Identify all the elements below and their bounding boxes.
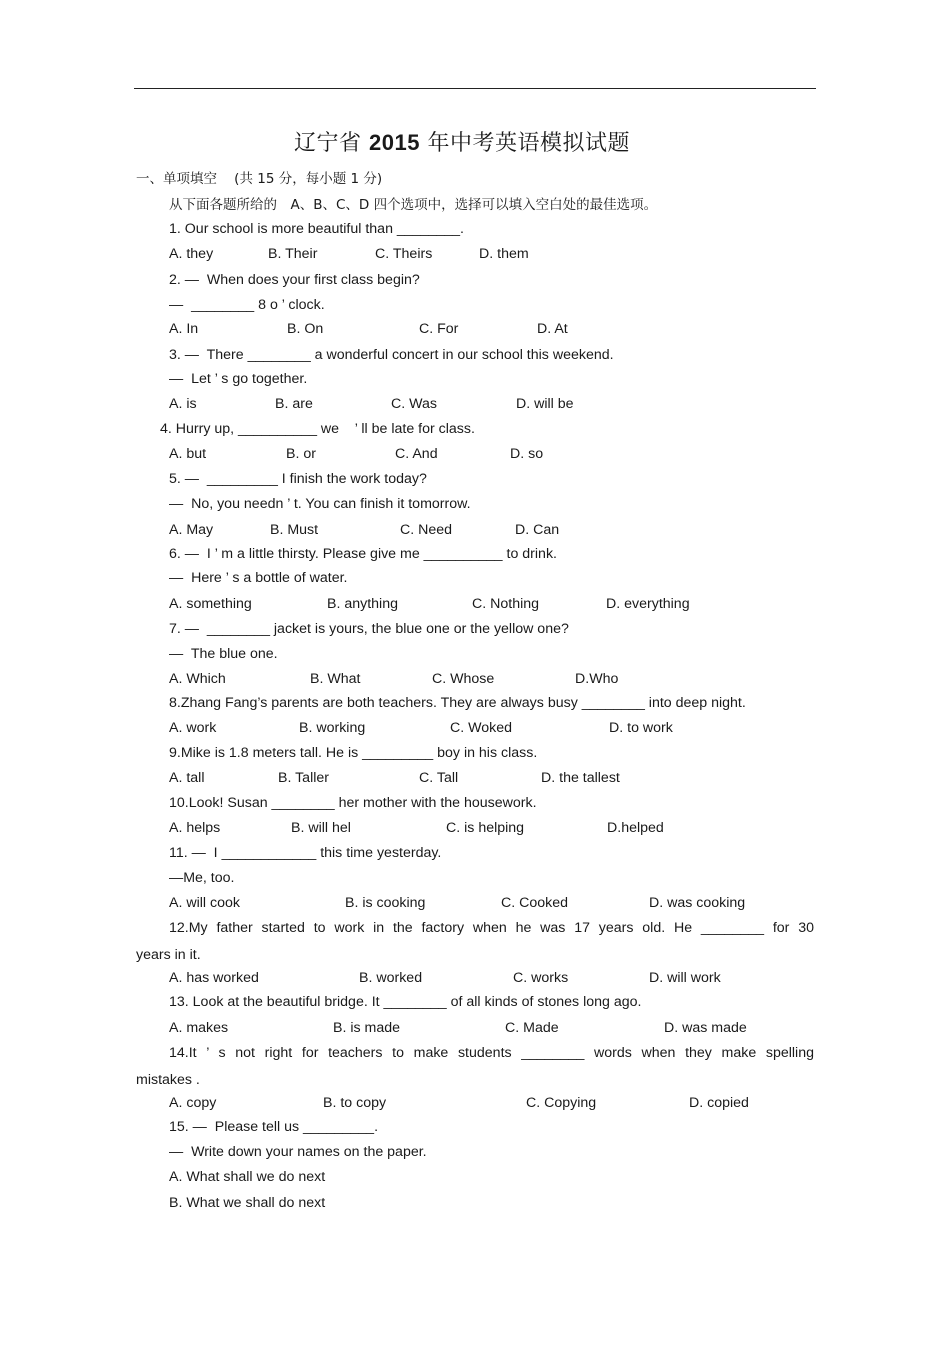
q6-option-c: C. Nothing	[472, 596, 540, 612]
q14-option-a: A. copy	[169, 1095, 217, 1111]
q14-option-d: D. copied	[689, 1095, 749, 1111]
q7-option-b: B. What	[310, 671, 361, 687]
q1-option-a: A. they	[169, 246, 214, 262]
q13-option-a: A. makes	[169, 1020, 229, 1036]
q7-option-a: A. Which	[169, 671, 226, 687]
question-1-stem: 1. Our school is more beautiful than ________.	[169, 221, 464, 237]
title-suffix: 年中考英语模拟试题	[427, 131, 630, 156]
question-11-stem: 11. — I ____________ this time yesterday.	[169, 845, 442, 861]
q13-option-c: C. Made	[505, 1020, 559, 1036]
question-14-stem-cont: mistakes .	[136, 1072, 200, 1088]
q1-option-d: D. them	[479, 246, 529, 262]
q8-option-b: B. working	[299, 720, 366, 736]
q13-option-b: B. is made	[333, 1020, 401, 1036]
q11-option-c: C. Cooked	[501, 895, 569, 911]
section-instruction: 从下面各题所给的 A、B、C、D 四个选项中，选择可以填入空白处的最佳选项。	[169, 197, 658, 213]
q10-option-d: D.helped	[607, 820, 664, 836]
q15-option-b: B. What we shall do next	[169, 1195, 326, 1211]
question-7-reply: — The blue one.	[169, 646, 278, 662]
q3-option-b: B. are	[275, 396, 313, 412]
q12-option-a: A. has worked	[169, 970, 259, 986]
question-15-reply: — Write down your names on the paper.	[169, 1144, 427, 1160]
q10-option-c: C. is helping	[446, 820, 525, 836]
q12-option-b: B. worked	[359, 970, 423, 986]
q9-option-a: A. tall	[169, 770, 205, 786]
q9-option-c: C. Tall	[419, 770, 459, 786]
q5-option-d: D. Can	[515, 522, 560, 538]
question-10-stem: 10.Look! Susan ________ her mother with the housework.	[169, 795, 537, 811]
question-8-stem: 8.Zhang Fang’s parents are both teachers. They are always busy ________ into deep night.	[169, 695, 746, 711]
title-year: 2015	[369, 130, 420, 155]
question-5-stem: 5. — _________ I finish the work today?	[169, 471, 427, 487]
q6-option-b: B. anything	[327, 596, 398, 612]
question-7-stem: 7. — ________ jacket is yours, the blue one or the yellow one?	[169, 621, 569, 637]
question-6-reply: — Here ’ s a bottle of water.	[169, 570, 348, 586]
q5-option-a: A. May	[169, 522, 214, 538]
q12-option-d: D. will work	[649, 970, 721, 986]
question-3-stem: 3. — There ________ a wonderful concert in our school this weekend.	[169, 347, 614, 363]
question-15-stem: 15. — Please tell us _________.	[169, 1119, 379, 1135]
q1-option-c: C. Theirs	[375, 246, 433, 262]
q7-option-d: D.Who	[575, 671, 619, 687]
q5-option-c: C. Need	[400, 522, 453, 538]
question-6-stem: 6. — I ’ m a little thirsty. Please give me __________ to drink.	[169, 546, 557, 562]
section-heading: 一、单项填空 (共 15 分，每小题 1 分)	[136, 171, 383, 187]
q8-option-d: D. to work	[609, 720, 673, 736]
question-4-stem: 4. Hurry up, __________ we ’ ll be late for class.	[160, 421, 475, 437]
q8-option-c: C. Woked	[450, 720, 513, 736]
header-rule	[134, 88, 816, 89]
question-12-stem-cont: years in it.	[136, 947, 201, 963]
question-14-stem: 14.It ’ s not right for teachers to make students ________ words when they make spelling	[169, 1045, 814, 1061]
q2-option-a: A. In	[169, 321, 199, 337]
q3-option-a: A. is	[169, 396, 197, 412]
q14-option-c: C. Copying	[526, 1095, 597, 1111]
title-province: 辽宁省	[294, 131, 362, 156]
q15-option-a: A. What shall we do next	[169, 1169, 326, 1185]
question-3-reply: — Let ’ s go together.	[169, 371, 308, 387]
q11-option-b: B. is cooking	[345, 895, 426, 911]
q4-option-b: B. or	[286, 446, 316, 462]
q11-option-a: A. will cook	[169, 895, 240, 911]
q8-option-a: A. work	[169, 720, 217, 736]
q11-option-d: D. was cooking	[649, 895, 746, 911]
q3-option-c: C. Was	[391, 396, 437, 412]
q6-option-d: D. everything	[606, 596, 690, 612]
question-9-stem: 9.Mike is 1.8 meters tall. He is _________ boy in his class.	[169, 745, 538, 761]
page-title	[0, 126, 924, 157]
question-2-stem: 2. — When does your first class begin?	[169, 272, 420, 288]
q3-option-d: D. will be	[516, 396, 574, 412]
question-13-stem: 13. Look at the beautiful bridge. It ________ of all kinds of stones long ago.	[169, 994, 642, 1010]
q2-option-d: D. At	[537, 321, 568, 337]
q4-option-a: A. but	[169, 446, 207, 462]
question-11-reply: —Me, too.	[169, 870, 235, 886]
q2-option-c: C. For	[419, 321, 459, 337]
question-5-reply: — No, you needn ’ t. You can finish it tomorrow.	[169, 496, 471, 512]
q1-option-b: B. Their	[268, 246, 318, 262]
q10-option-a: A. helps	[169, 820, 221, 836]
q9-option-b: B. Taller	[278, 770, 329, 786]
q12-option-c: C. works	[513, 970, 569, 986]
q14-option-b: B. to copy	[323, 1095, 387, 1111]
question-12-stem: 12.My father started to work in the factory when he was 17 years old. He ________ for 30	[169, 920, 814, 936]
q4-option-c: C. And	[395, 446, 438, 462]
q2-option-b: B. On	[287, 321, 324, 337]
q9-option-d: D. the tallest	[541, 770, 620, 786]
q13-option-d: D. was made	[664, 1020, 747, 1036]
question-2-reply: — ________ 8 o ’ clock.	[169, 297, 325, 313]
q7-option-c: C. Whose	[432, 671, 495, 687]
q4-option-d: D. so	[510, 446, 544, 462]
q10-option-b: B. will hel	[291, 820, 351, 836]
q6-option-a: A. something	[169, 596, 252, 612]
q5-option-b: B. Must	[270, 522, 319, 538]
